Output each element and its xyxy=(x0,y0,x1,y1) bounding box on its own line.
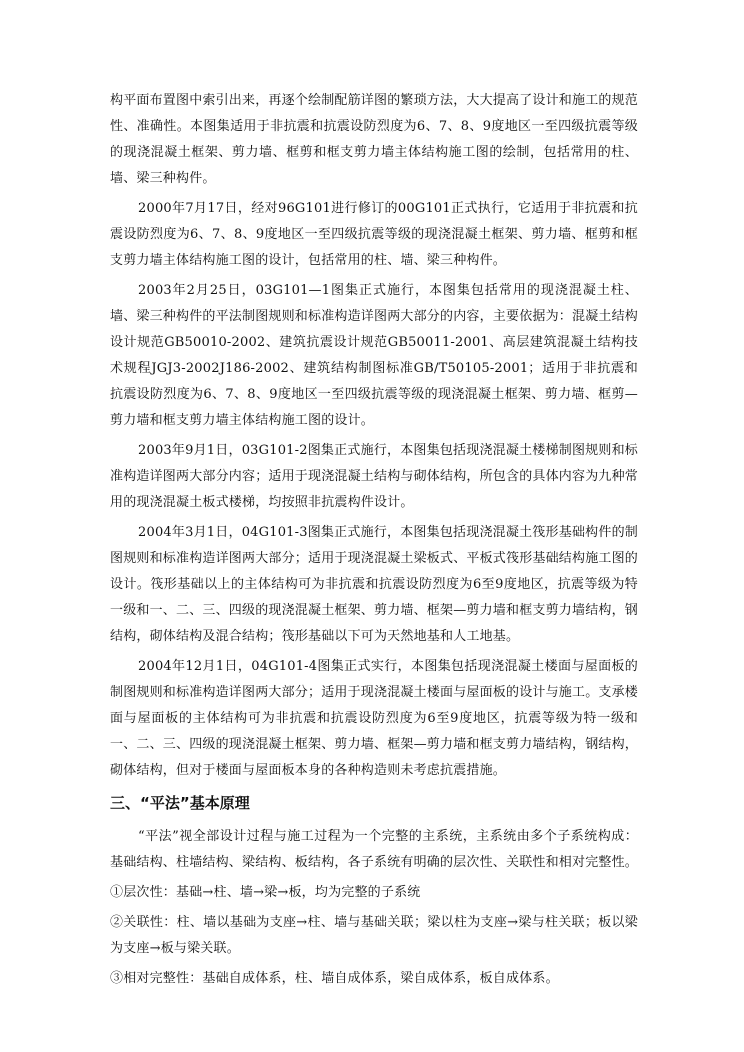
section-heading: 三、“平法”基本原理 xyxy=(110,794,250,812)
body-paragraph-4: 2003年9月1日，03G101-2图集正式施行，本图集包括现浇混凝土楼梯制图规则和标准构造详图两大部分内容；适用于现浇混凝土结构与砌体结构，所包含的具体内容为九种常用的现浇混凝土板式楼梯，均按照非抗震构件设计。 xyxy=(110,443,639,510)
body-paragraph-3: 2003年2月25日，03G101—1图集正式施行，本图集包括常用的现浇混凝土柱、墙、梁三种构件的平法制图规则和标准构造详图两大部分的内容，主要依据为：混凝土结构设计规范GB50010-2002、建筑抗震设计规范GB50011-2001、高层建筑混凝土结构技术规程JGJ3-2002J186-2002、建筑结构制图标准GB/T50105-2001；适用于非抗震和抗震设防烈度为6、7、8、9度地区一至四级抗震等级的现浇混凝土框架、剪力墙、框剪—剪力墙和框支剪力墙主体结构施工图的设计。 xyxy=(110,283,639,428)
intro-paragraph: “平法”视全部设计过程与施工过程为一个完整的主系统，主系统由多个子系统构成：基础结构、柱墙结构、梁结构、板结构，各子系统有明确的层次性、关联性和相对完整性。 xyxy=(110,829,639,870)
point-hierarchy: ①层次性：基础→柱、墙→梁→板，均为完整的子系统 xyxy=(110,885,421,900)
document-page xyxy=(110,88,638,992)
body-paragraph-2: 2000年7月17日，经对96G101进行修订的00G101正式执行，它适用于非抗震和抗震设防烈度为6、7、8、9度地区一至四级抗震等级的现浇混凝土框架、剪力墙、框剪和框支剪力墙主体结构施工图的设计，包括常用的柱、墙、梁三种构件。 xyxy=(110,201,638,268)
body-paragraph-5: 2004年3月1日，04G101-3图集正式施行，本图集包括现浇混凝土筏形基础构件的制图规则和标准构造详图两大部分；适用于现浇混凝土梁板式、平板式筏形基础结构施工图的设计。筏形基础以上的主体结构可为非抗震和抗震设防烈度为6至9度地区，抗震等级为特一级和一、二、三、四级的现浇混凝土框架、剪力墙、框架—剪力墙和框支剪力墙结构，钢结构，砌体结构及混合结构；筏形基础以下可为天然地基和人工地基。 xyxy=(110,525,639,644)
point-relevance: ②关联性：柱、墙以基础为支座→柱、墙与基础关联；梁以柱为支座→梁与柱关联；板以梁为支座→板与梁关联。 xyxy=(110,915,638,956)
body-paragraph-6: 2004年12月1日，04G101-4图集正式实行，本图集包括现浇混凝土楼面与屋面板的制图规则和标准构造详图两大部分；适用于现浇混凝土楼面与屋面板的设计与施工。支承楼面与屋面板的主体结构可为非抗震和抗震设防烈度为6至9度地区，抗震等级为特一级和一、二、三、四级的现浇混凝土框架、剪力墙、框架—剪力墙和框支剪力墙结构，钢结构，砌体结构，但对于楼面与屋面板本身的各种构造则未考虑抗震措施。 xyxy=(110,659,639,778)
body-paragraph-1: 构平面布置图中索引出来，再逐个绘制配筋详图的繁琐方法，大大提高了设计和施工的规范性、准确性。本图集适用于非抗震和抗震设防烈度为6、7、8、9度地区一至四级抗震等级的现浇混凝土框架、剪力墙、框剪和框支剪力墙主体结构施工图的绘制，包括常用的柱、墙、梁三种构件。 xyxy=(110,93,639,186)
point-completeness: ③相对完整性：基础自成体系，柱、墙自成体系，梁自成体系，板自成体系。 xyxy=(110,971,559,986)
